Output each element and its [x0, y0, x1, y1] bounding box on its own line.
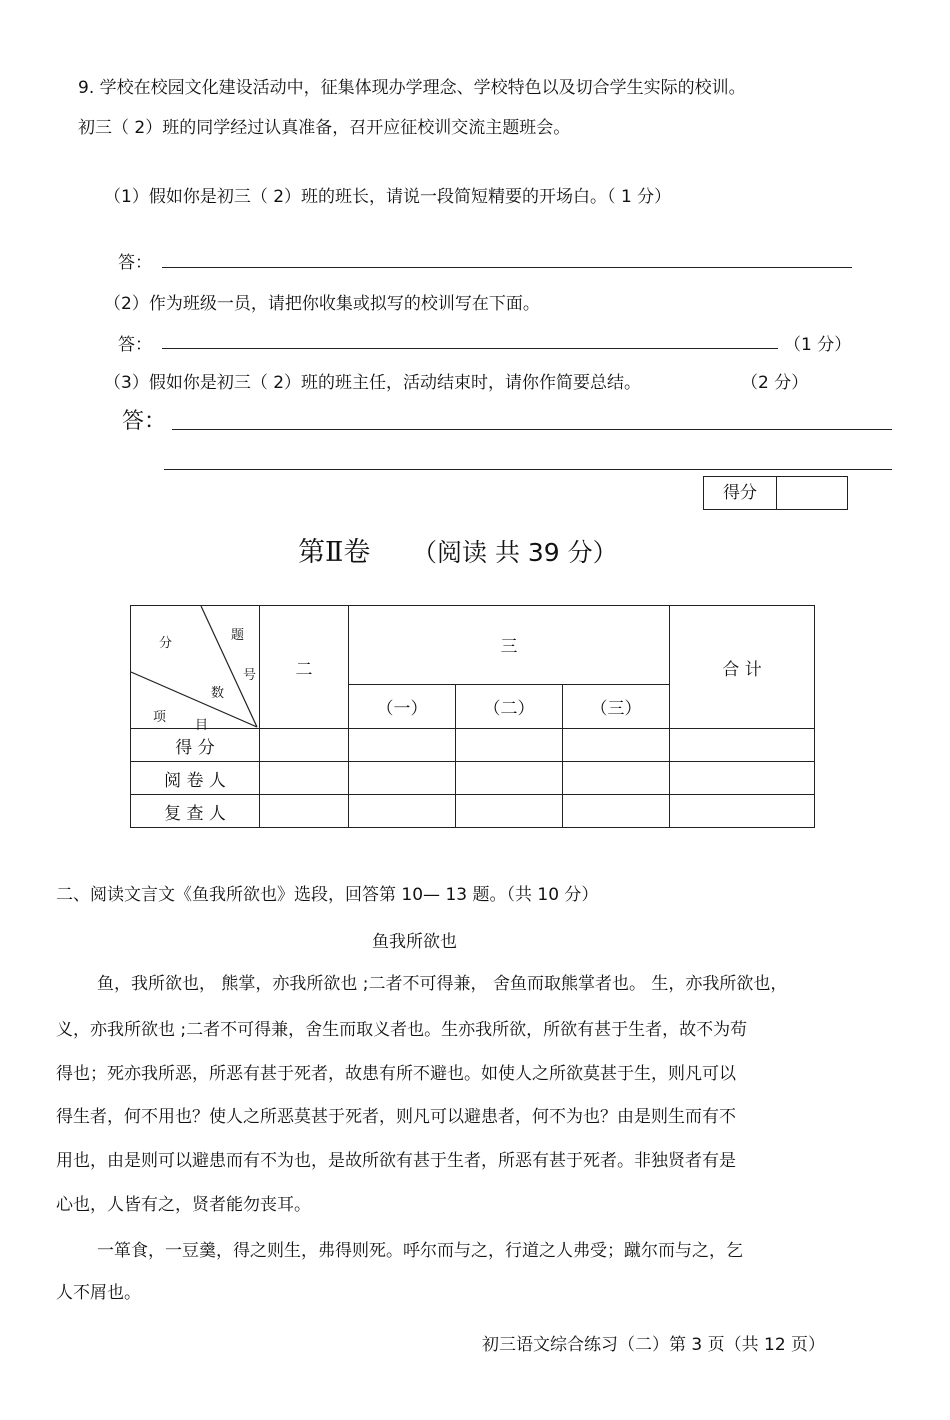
col-header-three: 三: [349, 606, 670, 685]
answer-label-3: 答：: [122, 409, 167, 434]
grader-cell[interactable]: [563, 762, 670, 795]
grader-cell[interactable]: [260, 762, 349, 795]
grader-cell[interactable]: [349, 762, 456, 795]
grader-cell[interactable]: [670, 762, 815, 795]
score-cell[interactable]: [260, 729, 349, 762]
score-cell[interactable]: [456, 729, 563, 762]
score-cell[interactable]: [349, 729, 456, 762]
answer-label-1: 答：: [118, 253, 152, 273]
diag-label-xiang: 项: [153, 710, 167, 725]
page-footer: 初三语文综合练习（二）第 3 页（共 12 页）: [482, 1335, 826, 1355]
section-title-sub: （阅读 共 39 分）: [412, 538, 618, 567]
reviewer-cell[interactable]: [260, 795, 349, 828]
reading-title: 鱼我所欲也: [372, 932, 457, 952]
row-label-reviewer: 复 查 人: [131, 795, 260, 828]
col-header-two: 二: [260, 606, 349, 729]
sub-col-1: （一）: [349, 684, 456, 728]
diag-label-mu: 目: [195, 718, 209, 733]
question-9-line1: 9. 学校在校园文化建设活动中，征集体现办学理念、学校特色以及切合学生实际的校训。: [78, 78, 746, 98]
passage-line: 用也，由是则可以避患而有不为也，是故所欲有甚于生者，所恶有甚于死者。非独贤者有是: [56, 1151, 736, 1171]
sub-question-3: （3）假如你是初三（ 2）班的班主任，活动结束时，请你作简要总结。: [104, 373, 642, 393]
answer-line-3b[interactable]: [164, 469, 892, 470]
score-box-label: 得分: [704, 477, 777, 509]
diag-label-ti: 题: [231, 628, 245, 643]
sub-question-2: （2）作为班级一员，请把你收集或拟写的校训写在下面。: [104, 294, 540, 314]
passage-line: 义，亦我所欲也 ;二者不可得兼，舍生而取义者也。生亦我所欲，所欲有甚于生者，故不为苟: [56, 1020, 748, 1040]
grader-cell[interactable]: [456, 762, 563, 795]
sub-question-1: （1）假如你是初三（ 2）班的班长，请说一段简短精要的开场白。（ 1 分）: [104, 187, 672, 207]
row-label-score: 得 分: [131, 729, 260, 762]
section-title-main: 第Ⅱ卷: [298, 537, 371, 568]
header-diagonal-cell: [131, 606, 260, 733]
score-cell[interactable]: [563, 729, 670, 762]
reviewer-cell[interactable]: [670, 795, 815, 828]
answer-line-3a[interactable]: [172, 429, 892, 430]
passage-line: 得生者，何不用也？使人之所恶莫甚于死者，则凡可以避患者，何不为也？由是则生而有不: [56, 1107, 736, 1127]
reviewer-cell[interactable]: [456, 795, 563, 828]
answer-line-2[interactable]: [162, 348, 778, 349]
answer-label-2: 答：: [118, 335, 152, 355]
score-cell[interactable]: [670, 729, 815, 762]
row-label-grader: 阅 卷 人: [131, 762, 260, 795]
diag-label-fen: 分: [159, 636, 173, 651]
reading-heading: 二、阅读文言文《鱼我所欲也》选段，回答第 10— 13 题。（共 10 分）: [56, 885, 599, 905]
diag-label-hao: 号: [243, 668, 257, 683]
diag-label-shu: 数: [211, 686, 225, 701]
passage-line: 得也；死亦我所恶，所恶有甚于死者，故患有所不避也。如使人之所欲莫甚于生，则凡可以: [56, 1064, 736, 1084]
sub-question-3-points: （2 分）: [741, 373, 809, 393]
reviewer-cell[interactable]: [563, 795, 670, 828]
passage-line: 人不屑也。: [56, 1283, 141, 1303]
answer-line-1[interactable]: [162, 267, 852, 268]
passage-line: 一箪食，一豆羹，得之则生，弗得则死。呼尔而与之，行道之人弗受；蹴尔而与之，乞: [97, 1241, 743, 1261]
passage-line: 心也，人皆有之，贤者能勿丧耳。: [56, 1195, 311, 1215]
score-box: [703, 476, 848, 510]
question-9-line2: 初三（ 2）班的同学经过认真准备，召开应征校训交流主题班会。: [78, 118, 571, 138]
reviewer-cell[interactable]: [349, 795, 456, 828]
score-table: [130, 605, 815, 828]
sub-question-2-points: （1 分）: [784, 335, 852, 355]
sub-col-3: （三）: [563, 684, 670, 728]
passage-line: 鱼，我所欲也， 熊掌，亦我所欲也 ;二者不可得兼， 舍鱼而取熊掌者也。 生，亦我所欲也，: [97, 974, 788, 994]
sub-col-2: （二）: [456, 684, 563, 728]
col-header-total: 合 计: [670, 606, 815, 729]
